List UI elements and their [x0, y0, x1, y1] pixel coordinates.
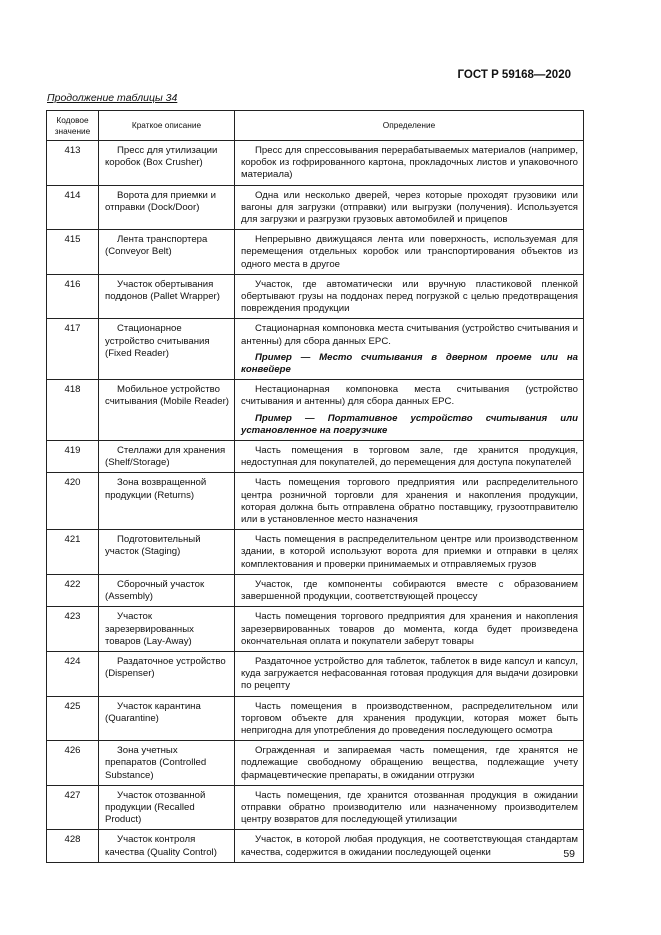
- row-code: 428: [47, 830, 99, 862]
- table-row: [47, 651, 584, 696]
- short-description-text: Пресс для утилизации коробок (Box Crusher): [105, 145, 218, 169]
- row-definition: [235, 441, 584, 473]
- definition-text: Часть помещения, где хранится отозванная продукция в ожидании отправки обратно производителю или назначенному производителем центру возвратов для последующей утилизации: [241, 789, 578, 826]
- short-description-text: Участок карантина (Quarantine): [105, 700, 201, 724]
- row-definition: [235, 651, 584, 696]
- definition-text: Участок, где компоненты собираются вместе с образованием завершенной продукции, соответствующей процессу: [241, 578, 578, 603]
- row-definition: [235, 785, 584, 830]
- row-definition: [235, 473, 584, 530]
- definition-text: Пресс для спрессовывания перерабатываемых материалов (например, коробок из гофрированного картона, прокладочных листов и упаковочного материала): [241, 145, 578, 181]
- row-short-description: [99, 530, 235, 575]
- short-description-text: Стационарное устройство считывания (Fixed Reader): [105, 323, 210, 359]
- short-description-text: Зона возвращенной продукции (Returns): [105, 477, 207, 501]
- row-code: 427: [47, 785, 99, 830]
- definition-text: Участок, где автоматически или вручную пластиковой пленкой обертывают грузы на поддонах перед погрузкой с целью предотвращения повреждения продукции: [241, 278, 578, 315]
- table-row: [47, 607, 584, 652]
- row-short-description: [99, 473, 235, 530]
- row-code: 423: [47, 607, 99, 652]
- row-short-description: [99, 274, 235, 319]
- table-row: [47, 319, 584, 380]
- row-code: 426: [47, 741, 99, 786]
- row-code: 416: [47, 274, 99, 319]
- row-short-description: [99, 574, 235, 606]
- table-row: [47, 574, 584, 606]
- row-code: 425: [47, 696, 99, 741]
- table-row: [47, 441, 584, 473]
- row-short-description: [99, 185, 235, 230]
- table-row: [47, 230, 584, 275]
- short-description-text: Лента транспортера (Conveyor Belt): [105, 234, 208, 258]
- short-description-text: Участок зарезервированных товаров (Lay-Away): [105, 611, 194, 647]
- row-short-description: [99, 785, 235, 830]
- short-description-text: Раздаточное устройство (Dispenser): [105, 655, 226, 680]
- row-definition: [235, 696, 584, 741]
- definition-text: Участок, в которой любая продукция, не соответствующая стандартам качества, содержится в ожидании последующей оценки: [241, 834, 578, 858]
- definitions-table: [46, 110, 584, 863]
- definition-text: Раздаточное устройство для таблеток, таблеток в виде капсул и капсул, куда загружается нефасованная готовая продукция для выдачи дозировки по рецепту: [241, 655, 578, 692]
- row-code: 419: [47, 441, 99, 473]
- table-row: [47, 530, 584, 575]
- table-header-row: [47, 111, 584, 141]
- row-code: 415: [47, 230, 99, 275]
- row-code: 424: [47, 651, 99, 696]
- page-number: 59: [563, 848, 575, 860]
- row-short-description: [99, 741, 235, 786]
- row-definition: [235, 185, 584, 230]
- table-caption: Продолжение таблицы 34: [47, 92, 178, 104]
- row-short-description: [99, 230, 235, 275]
- row-short-description: [99, 651, 235, 696]
- row-short-description: [99, 607, 235, 652]
- definition-text: Часть помещения в распределительном центре или производственном здании, в которой используют ворота для приемки и отправки в целях комплектования и проверки принимаемых и отправляемых грузов: [241, 534, 578, 570]
- row-code: 418: [47, 380, 99, 441]
- definition-text: Стационарная компоновка места считывания (устройство считывания и антенны) для сбора данных EPC.: [241, 323, 578, 347]
- definition-text: Часть помещения в производственном, распределительном или торговом объекте для хранения продукции, которая может быть непригодна для употребления до проведения последующего осмотра: [241, 700, 578, 736]
- row-code: 414: [47, 185, 99, 230]
- short-description-text: Сборочный участок (Assembly): [105, 578, 205, 603]
- definition-text: Огражденная и запираемая часть помещения, где хранятся не подлежащие свободному обращению вещества, подлежащие учету фармацевтические препараты, в ожидании отгрузки: [241, 745, 578, 781]
- row-short-description: [99, 380, 235, 441]
- column-header-definition: Определение: [235, 111, 584, 141]
- table-row: [47, 473, 584, 530]
- short-description-text: Стеллажи для хранения (Shelf/Storage): [105, 445, 226, 469]
- row-definition: [235, 230, 584, 275]
- short-description-text: Участок обертывания поддонов (Pallet Wrapper): [105, 278, 220, 303]
- row-definition: [235, 830, 584, 862]
- row-definition: [235, 274, 584, 319]
- table-row: [47, 785, 584, 830]
- table-row: [47, 274, 584, 319]
- table-row: [47, 741, 584, 786]
- row-code: 421: [47, 530, 99, 575]
- definition-text: Часть помещения в торговом зале, где хранится продукция, недоступная для покупателей, до перемещения для доступа покупателей: [241, 445, 578, 469]
- short-description-text: Мобильное устройство считывания (Mobile Reader): [105, 384, 229, 408]
- row-short-description: [99, 141, 235, 186]
- row-code: 417: [47, 319, 99, 380]
- short-description-text: Участок отозванной продукции (Recalled Product): [105, 789, 206, 826]
- definition-example: Пример — Портативное устройство считывания или установленное на погрузчике: [241, 412, 578, 436]
- column-header-short: Краткое описание: [99, 111, 235, 141]
- row-short-description: [99, 696, 235, 741]
- row-code: 422: [47, 574, 99, 606]
- row-code: 420: [47, 473, 99, 530]
- row-definition: [235, 741, 584, 786]
- short-description-text: Ворота для приемки и отправки (Dock/Door): [105, 189, 216, 213]
- short-description-text: Участок контроля качества (Quality Control): [105, 834, 217, 858]
- row-definition: [235, 141, 584, 186]
- row-definition: [235, 319, 584, 380]
- table-row: [47, 380, 584, 441]
- table-row: [47, 696, 584, 741]
- short-description-text: Зона учетных препаратов (Controlled Substance): [105, 745, 207, 781]
- definition-text: Непрерывно движущаяся лента или поверхность, используемая для перемещения отдельных коробок или транспортирования объектов из одного места в другое: [241, 234, 578, 270]
- table-row: [47, 185, 584, 230]
- standard-code: ГОСТ Р 59168—2020: [457, 69, 571, 81]
- table-row: [47, 141, 584, 186]
- definition-text: Одна или несколько дверей, через которые проходят грузовики или вагоны для загрузки (отправки) или выгрузки (получения). Используется для загрузки и разгрузки грузовых автомобилей и прицепов: [241, 189, 578, 226]
- definition-text: Нестационарная компоновка места считывания (устройство считывания и антенны) для сбора данных EPC.: [241, 384, 578, 408]
- definition-text: Часть помещения торгового предприятия или распределительного центра розничной торговли для хранения и накопления продукции, которая должна быть отправлена обратно поставщику, грузоотправителю или в установленное место назначения: [241, 477, 578, 526]
- definition-example: Пример — Место считывания в дверном проеме или на конвейере: [241, 351, 578, 376]
- column-header-code: Кодовое значение: [47, 111, 99, 141]
- table-row: [47, 830, 584, 862]
- row-definition: [235, 530, 584, 575]
- row-definition: [235, 380, 584, 441]
- row-definition: [235, 607, 584, 652]
- row-definition: [235, 574, 584, 606]
- row-code: 413: [47, 141, 99, 186]
- definition-text: Часть помещения торгового предприятия для хранения и накопления зарезервированных товаров до момента, когда будет произведена окончательная оплата и покупатели заберут товары: [241, 611, 578, 647]
- short-description-text: Подготовительный участок (Staging): [105, 534, 201, 558]
- row-short-description: [99, 830, 235, 862]
- row-short-description: [99, 319, 235, 380]
- row-short-description: [99, 441, 235, 473]
